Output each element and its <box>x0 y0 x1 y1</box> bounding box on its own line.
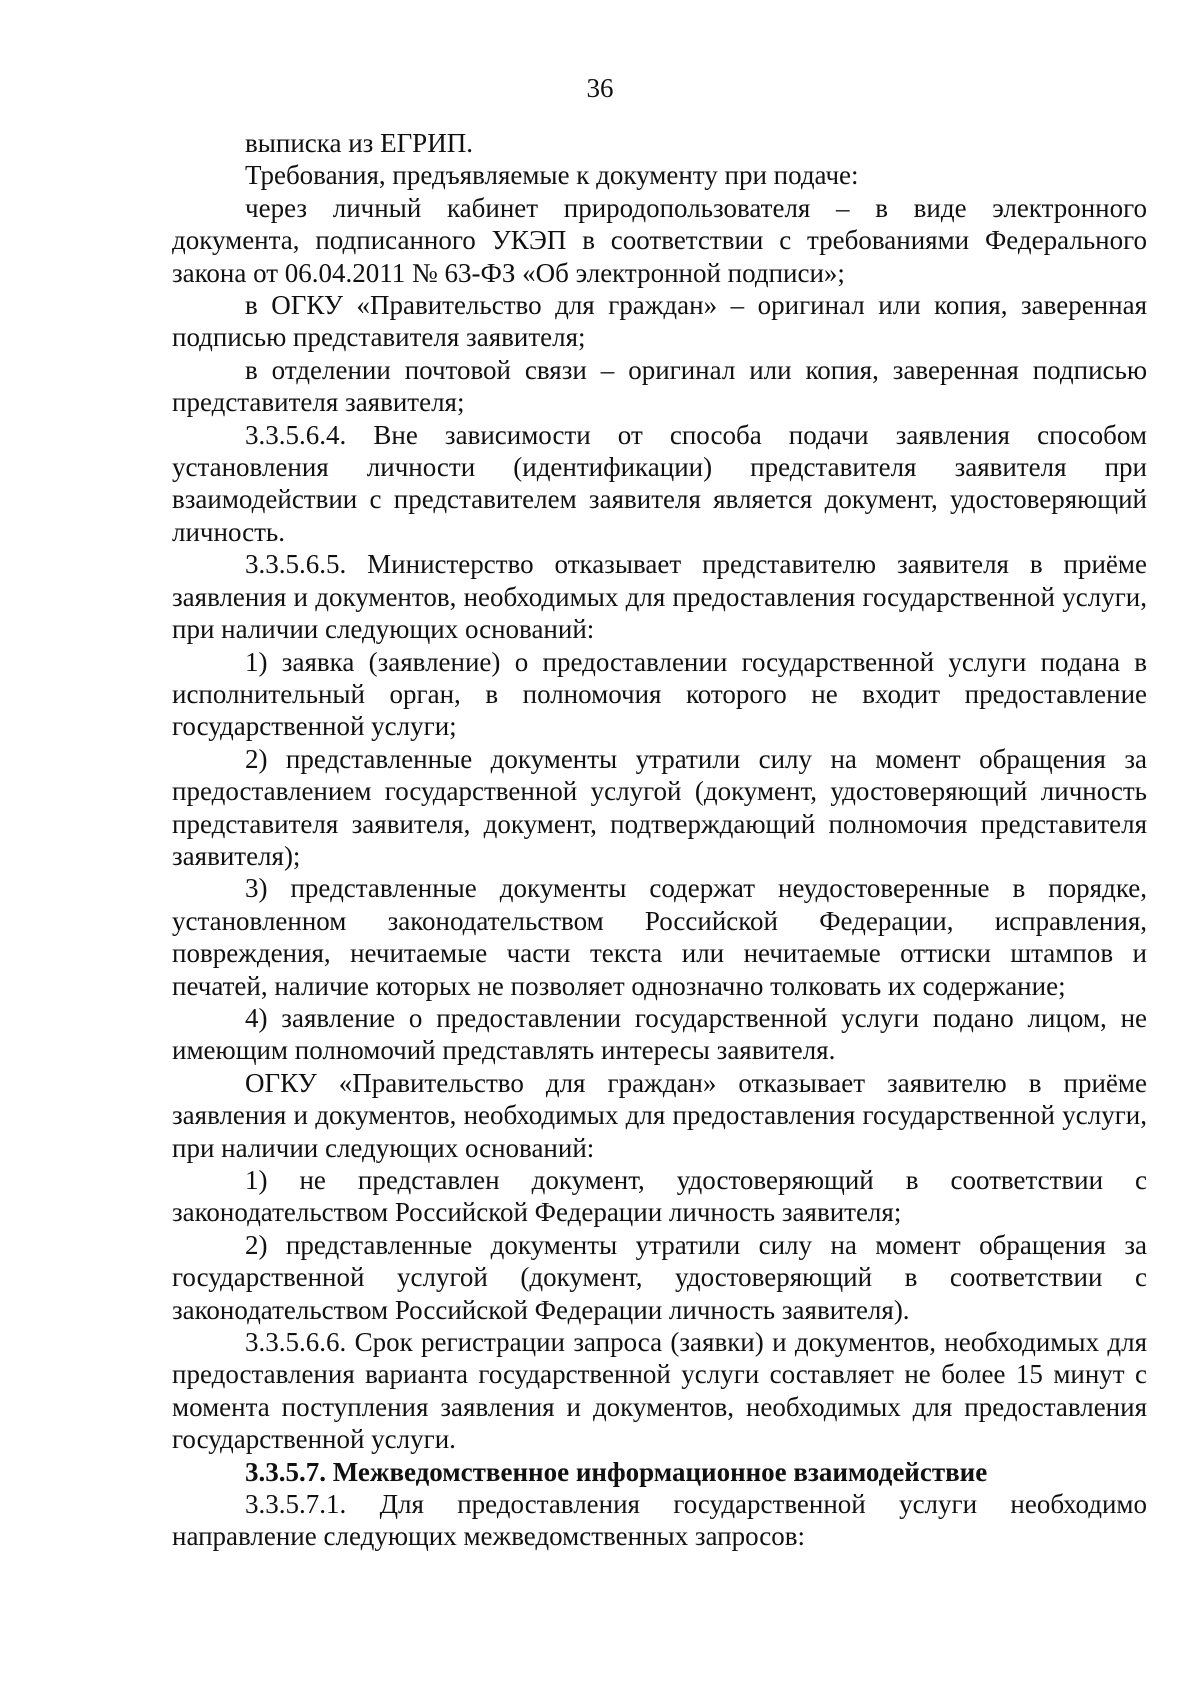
list-item-ministry-2: 2) представленные документы утратили силу на момент обращения за предоставлением государственной услугой (документ, удостоверяющий личность представителя заявителя, документ, подтверждающий полномочия представителя заявителя); <box>172 743 1147 871</box>
document-body <box>172 127 1147 1553</box>
list-item-ministry-4: 4) заявление о предоставлении государственной услуги подано лицом, не имеющим полномочий представлять интересы заявителя. <box>172 1002 1147 1066</box>
paragraph-post-office: в отделении почтовой связи – оригинал или копия, заверенная подписью представителя заявителя; <box>172 354 1147 418</box>
paragraph-3-3-5-6-4: 3.3.5.6.4. Вне зависимости от способа подачи заявления способом установления личности (идентификации) представителя заявителя при взаимодействии с представителем заявителя является документ, удостоверяющий личность. <box>172 419 1147 547</box>
list-item-ministry-3: 3) представленные документы содержат неудостоверенные в порядке, установленном законодательством Российской Федерации, исправления, повреждения, нечитаемые части текста или нечитаемые оттиски штампов и печатей, наличие которых не позволяет однозначно толковать их содержание; <box>172 873 1147 1001</box>
paragraph-ogku-refusal: ОГКУ «Правительство для граждан» отказывает заявителю в приёме заявления и документов, необходимых для предоставления государственной услуги, при наличии следующих оснований: <box>172 1067 1147 1163</box>
paragraph-egrip-extract: выписка из ЕГРИП. <box>245 128 473 158</box>
paragraph-ogku: в ОГКУ «Правительство для граждан» – оригинал или копия, заверенная подписью представителя заявителя; <box>172 290 1147 353</box>
list-item-ogku-2: 2) представленные документы утратили силу на момент обращения за государственной услугой (документ, удостоверяющий в соответствии с законодательством Российской Федерации личность заявителя). <box>172 1229 1147 1325</box>
paragraph-3-3-5-7-1: 3.3.5.7.1. Для предоставления государственной услуги необходимо направление следующих межведомственных запросов: <box>172 1489 1147 1552</box>
page-number: 36 <box>586 73 614 103</box>
paragraph-personal-cabinet: через личный кабинет природопользователя – в виде электронного документа, подписанного УКЭП в соответствии с требованиями Федерального закона от 06.04.2011 № 63-ФЗ «Об электронной подписи»; <box>172 192 1147 288</box>
list-item-ministry-1: 1) заявка (заявление) о предоставлении государственной услуги подана в исполнительный орган, в полномочия которого не входит предоставление государственной услуги; <box>172 646 1147 742</box>
paragraph-3-3-5-6-6: 3.3.5.6.6. Срок регистрации запроса (заявки) и документов, необходимых для предоставления варианта государственной услуги составляет не более 15 минут с момента поступления заявления и документов, необходимых для предоставления государственной услуги. <box>172 1327 1147 1455</box>
list-item-ogku-1: 1) не представлен документ, удостоверяющий в соответствии с законодательством Российской Федерации личность заявителя; <box>172 1165 1147 1228</box>
paragraph-document-requirements: Требования, предъявляемые к документу при подаче: <box>245 160 859 191</box>
section-heading-3-3-5-7: 3.3.5.7. Межведомственное информационное взаимодействие <box>245 1456 988 1487</box>
paragraph-3-3-5-6-5: 3.3.5.6.5. Министерство отказывает представителю заявителя в приёме заявления и документов, необходимых для предоставления государственной услуги, при наличии следующих оснований: <box>172 549 1147 645</box>
